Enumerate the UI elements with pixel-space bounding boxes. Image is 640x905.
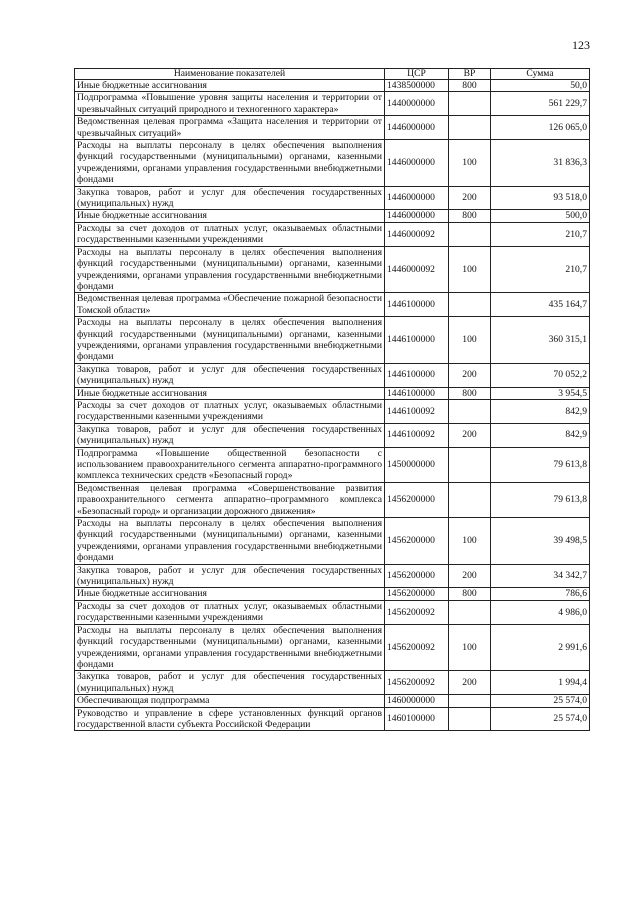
table-row xyxy=(75,293,590,317)
table-row xyxy=(75,707,590,731)
cell-vr xyxy=(449,92,491,116)
cell-csr: 1446000092 xyxy=(385,246,449,293)
cell-csr: 1460000000 xyxy=(385,695,449,707)
cell-name: Расходы на выплаты персоналу в целях обеспечения выполнения функций государственными (муниципальными) органами, казенными учреждениями, органами управления государственными внебюджетными фондами xyxy=(75,140,385,187)
cell-csr: 1446100092 xyxy=(385,399,449,423)
cell-name: Иные бюджетные ассигнования xyxy=(75,588,385,600)
cell-csr: 1456200000 xyxy=(385,588,449,600)
cell-name: Расходы за счет доходов от платных услуг, оказываемых областными государственными казенными учреждениями xyxy=(75,222,385,246)
header-csr: ЦСР xyxy=(385,69,449,80)
cell-sum: 79 613,8 xyxy=(491,482,590,517)
cell-csr: 1456200092 xyxy=(385,624,449,671)
cell-sum: 126 065,0 xyxy=(491,116,590,140)
cell-sum: 3 954,5 xyxy=(491,387,590,399)
cell-csr: 1446000000 xyxy=(385,186,449,210)
cell-csr: 1446000000 xyxy=(385,140,449,187)
cell-vr: 100 xyxy=(449,624,491,671)
cell-csr: 1446100000 xyxy=(385,293,449,317)
cell-vr: 200 xyxy=(449,423,491,447)
cell-csr: 1456200000 xyxy=(385,518,449,565)
table-header-row xyxy=(75,69,590,80)
cell-name: Обеспечивающая подпрограмма xyxy=(75,695,385,707)
table-row xyxy=(75,482,590,517)
cell-name: Расходы за счет доходов от платных услуг, оказываемых областными государственными казенными учреждениями xyxy=(75,600,385,624)
cell-csr: 1446000000 xyxy=(385,116,449,140)
cell-csr: 1446100000 xyxy=(385,317,449,364)
table-body xyxy=(75,80,590,731)
cell-sum: 4 986,0 xyxy=(491,600,590,624)
cell-vr xyxy=(449,482,491,517)
cell-name: Расходы на выплаты персоналу в целях обеспечения выполнения функций государственными (муниципальными) органами, казенными учреждениями, органами управления государственными внебюджетными фондами xyxy=(75,317,385,364)
cell-csr: 1446100000 xyxy=(385,363,449,387)
table-row xyxy=(75,600,590,624)
cell-sum: 842,9 xyxy=(491,423,590,447)
header-sum: Сумма xyxy=(491,69,590,80)
cell-name: Закупка товаров, работ и услуг для обеспечения государственных (муниципальных) нужд xyxy=(75,671,385,695)
table-row xyxy=(75,671,590,695)
cell-vr xyxy=(449,222,491,246)
table-row xyxy=(75,317,590,364)
cell-vr: 200 xyxy=(449,363,491,387)
cell-name: Ведомственная целевая программа «Защита населения и территории от чрезвычайных ситуаций» xyxy=(75,116,385,140)
cell-csr: 1456200000 xyxy=(385,482,449,517)
cell-name: Закупка товаров, работ и услуг для обеспечения государственных (муниципальных) нужд xyxy=(75,564,385,588)
cell-csr: 1440000000 xyxy=(385,92,449,116)
header-vr: ВР xyxy=(449,69,491,80)
cell-sum: 70 052,2 xyxy=(491,363,590,387)
cell-sum: 25 574,0 xyxy=(491,707,590,731)
cell-vr: 100 xyxy=(449,518,491,565)
table-row xyxy=(75,246,590,293)
cell-sum: 435 164,7 xyxy=(491,293,590,317)
table-row xyxy=(75,92,590,116)
cell-csr: 1450000000 xyxy=(385,447,449,482)
cell-name: Расходы за счет доходов от платных услуг, оказываемых областными государственными казенными учреждениями xyxy=(75,399,385,423)
table-row xyxy=(75,399,590,423)
cell-vr: 800 xyxy=(449,80,491,92)
table-row xyxy=(75,80,590,92)
cell-csr: 1446000000 xyxy=(385,210,449,222)
cell-name: Руководство и управление в сфере установленных функций органов государственной власти субъекта Российской Федерации xyxy=(75,707,385,731)
cell-name: Иные бюджетные ассигнования xyxy=(75,387,385,399)
table-row xyxy=(75,140,590,187)
budget-table xyxy=(74,68,590,731)
cell-sum: 786,6 xyxy=(491,588,590,600)
cell-vr: 800 xyxy=(449,387,491,399)
cell-vr xyxy=(449,600,491,624)
cell-csr: 1446000092 xyxy=(385,222,449,246)
cell-sum: 500,0 xyxy=(491,210,590,222)
cell-sum: 39 498,5 xyxy=(491,518,590,565)
cell-vr: 200 xyxy=(449,564,491,588)
cell-name: Иные бюджетные ассигнования xyxy=(75,210,385,222)
table-row xyxy=(75,518,590,565)
cell-vr: 200 xyxy=(449,186,491,210)
cell-vr xyxy=(449,116,491,140)
table-row xyxy=(75,447,590,482)
cell-sum: 210,7 xyxy=(491,246,590,293)
cell-name: Расходы на выплаты персоналу в целях обеспечения выполнения функций государственными (муниципальными) органами, казенными учреждениями, органами управления государственными внебюджетными фондами xyxy=(75,518,385,565)
cell-sum: 2 991,6 xyxy=(491,624,590,671)
cell-sum: 79 613,8 xyxy=(491,447,590,482)
cell-name: Иные бюджетные ассигнования xyxy=(75,80,385,92)
cell-sum: 50,0 xyxy=(491,80,590,92)
table-row xyxy=(75,186,590,210)
cell-vr xyxy=(449,399,491,423)
cell-sum: 210,7 xyxy=(491,222,590,246)
cell-csr: 1456200092 xyxy=(385,600,449,624)
cell-vr: 100 xyxy=(449,317,491,364)
cell-vr: 200 xyxy=(449,671,491,695)
cell-csr: 1438500000 xyxy=(385,80,449,92)
table-row xyxy=(75,695,590,707)
header-name: Наименование показателей xyxy=(75,69,385,80)
cell-name: Закупка товаров, работ и услуг для обеспечения государственных (муниципальных) нужд xyxy=(75,423,385,447)
cell-sum: 25 574,0 xyxy=(491,695,590,707)
cell-vr xyxy=(449,293,491,317)
cell-vr xyxy=(449,447,491,482)
table-row xyxy=(75,564,590,588)
table-row xyxy=(75,116,590,140)
cell-csr: 1446100000 xyxy=(385,387,449,399)
table-row xyxy=(75,363,590,387)
cell-name: Расходы на выплаты персоналу в целях обеспечения выполнения функций государственными (муниципальными) органами, казенными учреждениями, органами управления государственными внебюджетными фондами xyxy=(75,246,385,293)
cell-sum: 93 518,0 xyxy=(491,186,590,210)
cell-name: Закупка товаров, работ и услуг для обеспечения государственных (муниципальных) нужд xyxy=(75,186,385,210)
page-number: 123 xyxy=(572,38,590,52)
cell-name: Закупка товаров, работ и услуг для обеспечения государственных (муниципальных) нужд xyxy=(75,363,385,387)
cell-vr: 100 xyxy=(449,246,491,293)
cell-sum: 31 836,3 xyxy=(491,140,590,187)
cell-vr: 800 xyxy=(449,210,491,222)
table-row xyxy=(75,222,590,246)
cell-vr: 800 xyxy=(449,588,491,600)
cell-vr: 100 xyxy=(449,140,491,187)
cell-name: Подпрограмма «Повышение общественной безопасности с использованием правоохранительного сегмента аппаратно-программного комплекса технических средств «Безопасный город» xyxy=(75,447,385,482)
cell-csr: 1460100000 xyxy=(385,707,449,731)
cell-sum: 842,9 xyxy=(491,399,590,423)
cell-csr: 1456200092 xyxy=(385,671,449,695)
cell-csr: 1456200000 xyxy=(385,564,449,588)
cell-sum: 360 315,1 xyxy=(491,317,590,364)
cell-sum: 1 994,4 xyxy=(491,671,590,695)
cell-name: Ведомственная целевая программа «Совершенствование развития правоохранительного сегмента аппаратно–программного комплекса «Безопасный город» и организации дорожного движения» xyxy=(75,482,385,517)
cell-name: Ведомственная целевая программа «Обеспечение пожарной безопасности Томской области» xyxy=(75,293,385,317)
table-row xyxy=(75,423,590,447)
cell-csr: 1446100092 xyxy=(385,423,449,447)
cell-name: Подпрограмма «Повышение уровня защиты населения и территории от чрезвычайных ситуаций природного и техногенного характера» xyxy=(75,92,385,116)
table-row xyxy=(75,624,590,671)
cell-sum: 34 342,7 xyxy=(491,564,590,588)
table-row xyxy=(75,210,590,222)
cell-name: Расходы на выплаты персоналу в целях обеспечения выполнения функций государственными (муниципальными) органами, казенными учреждениями, органами управления государственными внебюджетными фондами xyxy=(75,624,385,671)
cell-vr xyxy=(449,695,491,707)
table-row xyxy=(75,588,590,600)
cell-sum: 561 229,7 xyxy=(491,92,590,116)
table-row xyxy=(75,387,590,399)
cell-vr xyxy=(449,707,491,731)
